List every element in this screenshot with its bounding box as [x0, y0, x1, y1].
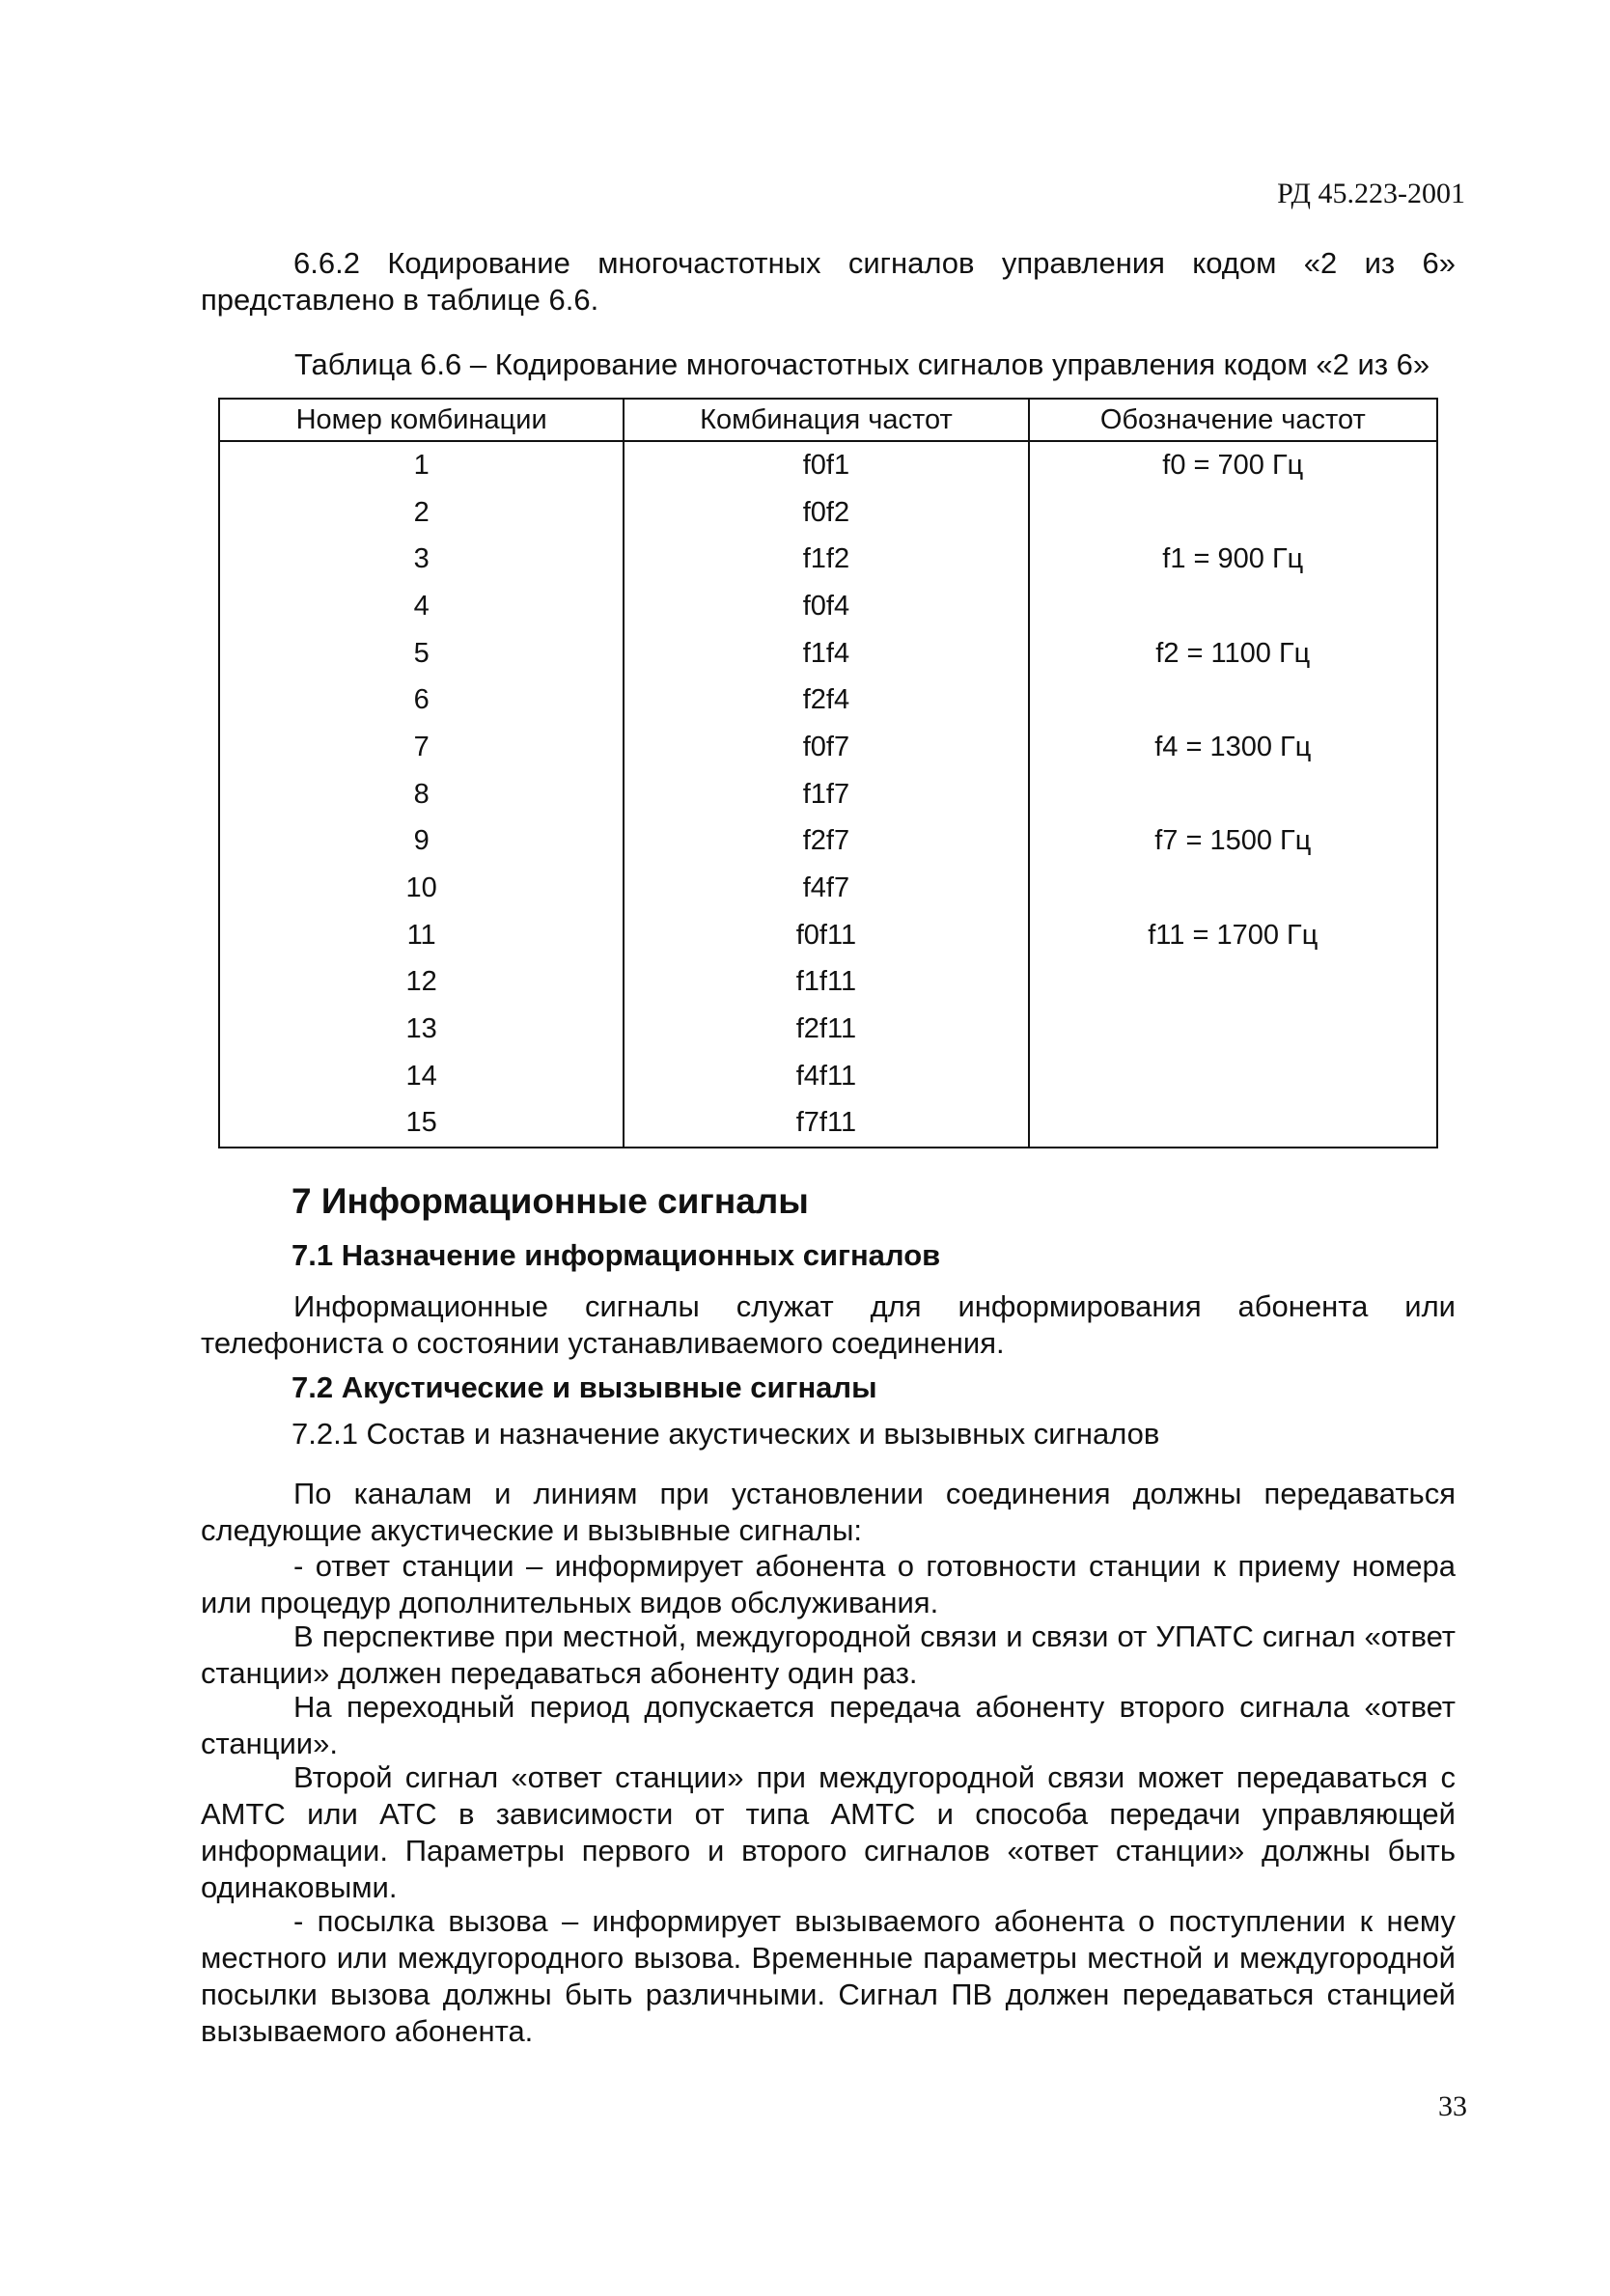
frequency-combination-cell: f1f11 [624, 959, 1028, 1007]
paragraph-transition: На переходный период допускается передача абоненту второго сигнала «ответ станции». [201, 1690, 1456, 1760]
frequency-designation-cell [1029, 1100, 1437, 1148]
combination-number-cell: 3 [219, 536, 624, 583]
table-row [219, 818, 1437, 866]
frequency-designation-cell: f4 = 1300 Гц [1029, 724, 1437, 771]
frequency-combination-cell: f1f2 [624, 536, 1028, 583]
combination-number-cell: 5 [219, 630, 624, 678]
combination-number-cell: 1 [219, 441, 624, 489]
table-row [219, 536, 1437, 583]
table-row [219, 1006, 1437, 1053]
frequency-designation-cell [1029, 583, 1437, 630]
frequency-combination-cell: f4f7 [624, 865, 1028, 912]
frequency-combination-cell: f0f2 [624, 489, 1028, 537]
frequency-combination-cell: f2f11 [624, 1006, 1028, 1053]
combination-number-cell: 7 [219, 724, 624, 771]
table-row [219, 489, 1437, 537]
table-row [219, 677, 1437, 724]
paragraph-second-signal: Второй сигнал «ответ станции» при междугородной связи может передаваться с АМТС или АТС в зависимости от типа АМТС и способа передачи управляющей информации. Параметры первого и второго сигналов «ответ станции» должны быть одинаковыми. [201, 1760, 1456, 1904]
page-number: 33 [1438, 2090, 1467, 2122]
frequency-combination-cell: f4f11 [624, 1053, 1028, 1100]
header-frequency-combination: Комбинация частот [624, 399, 1028, 441]
combination-number-cell: 9 [219, 818, 624, 866]
frequency-combination-cell: f0f1 [624, 441, 1028, 489]
frequency-combination-cell: f0f11 [624, 912, 1028, 959]
combination-number-cell: 11 [219, 912, 624, 959]
frequency-designation-cell: f11 = 1700 Гц [1029, 912, 1437, 959]
table-row [219, 583, 1437, 630]
frequency-designation-cell: f2 = 1100 Гц [1029, 630, 1437, 678]
combination-number-cell: 4 [219, 583, 624, 630]
document-id: РД 45.223-2001 [1277, 178, 1465, 209]
table-row [219, 865, 1437, 912]
table-row [219, 771, 1437, 818]
combination-number-cell: 15 [219, 1100, 624, 1148]
section-7-title: 7 Информационные сигналы [291, 1181, 809, 1221]
combination-number-cell: 10 [219, 865, 624, 912]
table-row [219, 912, 1437, 959]
section-7-2-title: 7.2 Акустические и вызывные сигналы [291, 1370, 877, 1404]
frequency-combination-cell: f0f4 [624, 583, 1028, 630]
paragraph-perspective: В перспективе при местной, междугородной связи и связи от УПАТС сигнал «ответ станции» должен передаваться абоненту один раз. [201, 1619, 1456, 1690]
table-row [219, 1053, 1437, 1100]
frequency-combination-cell: f0f7 [624, 724, 1028, 771]
frequency-designation-cell [1029, 771, 1437, 818]
section-7-1-text: Информационные сигналы служат для информирования абонента или телефониста о состоянии устанавливаемого соединения. [201, 1289, 1456, 1360]
combination-number-cell: 12 [219, 959, 624, 1007]
frequency-designation-cell [1029, 677, 1437, 724]
header-frequency-designation: Обозначение частот [1029, 399, 1437, 441]
frequency-combination-cell: f1f4 [624, 630, 1028, 678]
table-row [219, 1100, 1437, 1148]
frequency-designation-cell [1029, 865, 1437, 912]
paragraph-ringing: - посылка вызова – информирует вызываемого абонента о поступлении к нему местного или междугородного вызова. Временные параметры местной и междугородной посылки вызова должны быть различными. Сигнал ПВ должен передаваться станцией вызываемого абонента. [201, 1904, 1456, 2048]
combination-number-cell: 6 [219, 677, 624, 724]
table-row [219, 959, 1437, 1007]
frequency-table [218, 398, 1438, 1148]
frequency-designation-cell: f1 = 900 Гц [1029, 536, 1437, 583]
frequency-designation-cell [1029, 1053, 1437, 1100]
combination-number-cell: 13 [219, 1006, 624, 1053]
frequency-combination-cell: f2f4 [624, 677, 1028, 724]
frequency-designation-cell [1029, 1006, 1437, 1053]
frequency-designation-cell: f7 = 1500 Гц [1029, 818, 1437, 866]
table-row [219, 630, 1437, 678]
header-combination-number: Номер комбинации [219, 399, 624, 441]
paragraph-signals-list: По каналам и линиям при установлении соединения должны передаваться следующие акустические и вызывные сигналы: [201, 1477, 1456, 1547]
frequency-designation-cell [1029, 959, 1437, 1007]
section-7-1-title: 7.1 Назначение информационных сигналов [291, 1238, 941, 1272]
paragraph-6-6-2: 6.6.2 Кодирование многочастотных сигналов управления кодом «2 из 6» представлено в таблице 6.6. [201, 246, 1456, 317]
frequency-combination-cell: f2f7 [624, 818, 1028, 866]
frequency-combination-cell: f1f7 [624, 771, 1028, 818]
section-7-2-1-title: 7.2.1 Состав и назначение акустических и вызывных сигналов [291, 1417, 1160, 1451]
frequency-combination-cell: f7f11 [624, 1100, 1028, 1148]
combination-number-cell: 2 [219, 489, 624, 537]
frequency-designation-cell [1029, 489, 1437, 537]
table-row [219, 724, 1437, 771]
table-row [219, 441, 1437, 489]
frequency-designation-cell: f0 = 700 Гц [1029, 441, 1437, 489]
table-caption: Таблица 6.6 – Кодирование многочастотных сигналов управления кодом «2 из 6» [294, 347, 1430, 381]
combination-number-cell: 8 [219, 771, 624, 818]
combination-number-cell: 14 [219, 1053, 624, 1100]
paragraph-dial-tone: - ответ станции – информирует абонента о готовности станции к приему номера или процедур дополнительных видов обслуживания. [201, 1549, 1456, 1619]
